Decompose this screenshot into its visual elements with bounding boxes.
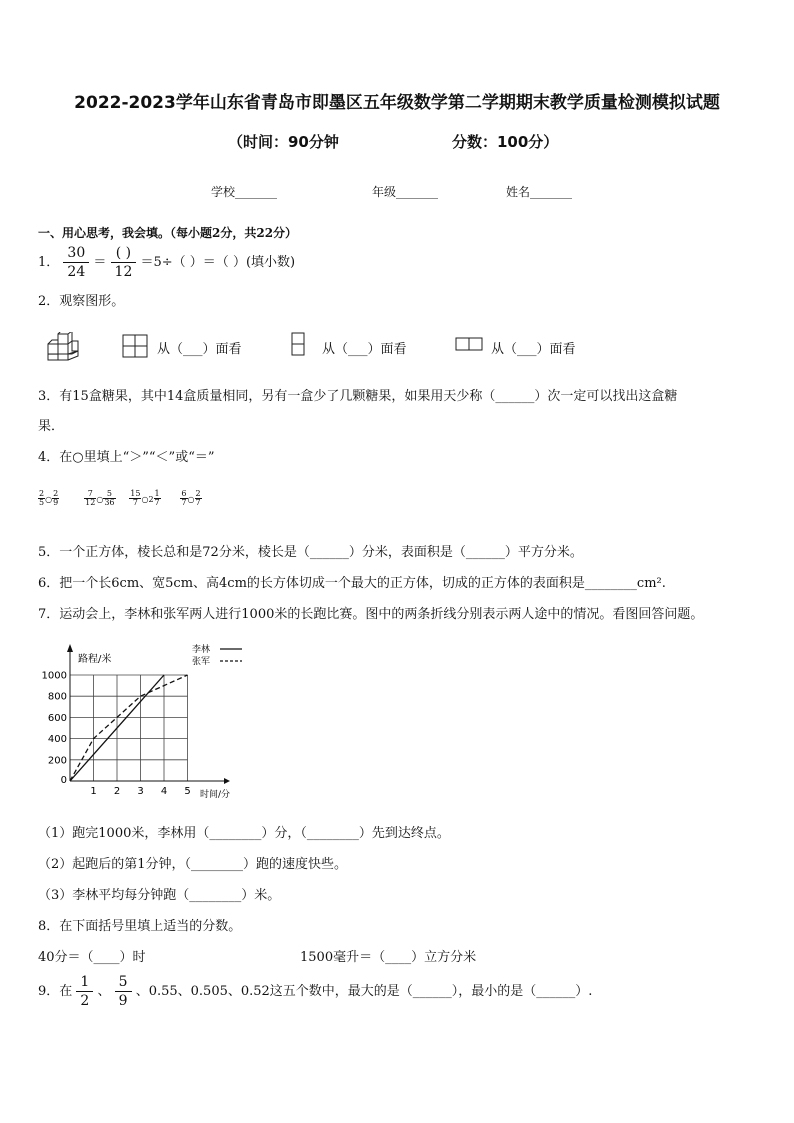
question-7-2: （2）起跑后的第1分钟，（________）跑的速度快些。 xyxy=(38,857,348,872)
view-front-icon xyxy=(122,334,148,362)
x-tick-label: 1 xyxy=(90,786,97,797)
school-field[interactable]: 学校_______ xyxy=(211,185,278,199)
question-7-1: （1）跑完1000米，李林用（________）分，（________）先到达终点。 xyxy=(38,826,450,841)
view-top-icon xyxy=(455,337,483,355)
fraction-5-9: $\frac{5}{9}$ xyxy=(115,973,132,1010)
view-left-icon xyxy=(290,332,306,360)
question-1-rest: ＝5÷（ ）＝（ ）(填小数) xyxy=(140,255,296,270)
compare-row xyxy=(38,490,220,507)
y-tick-label: 600 xyxy=(47,712,67,724)
view-blank-2[interactable]: 从（___）面看 xyxy=(322,342,407,357)
question-7: 7．运动会上，李林和张军两人进行1000米的长跑比赛。图中的两条折线分别表示两人途中的情况。看图回答问题。 xyxy=(38,607,704,622)
y-axis-label: 路程/米 xyxy=(78,654,112,665)
score-label: 分数：100分） xyxy=(452,133,559,151)
legend-label-0: 李林 xyxy=(192,645,211,655)
question-8-b: 1500毫升＝（____）立方分米 xyxy=(300,950,477,965)
question-3-line1: 3．有15盒糖果，其中14盒质量相同，另有一盒少了几颗糖果，如果用天少称（______）次一定可以找出这盒糖 xyxy=(38,389,678,404)
compare-pair-1[interactable]: $\frac{2}{5}$ ○ $\frac{2}{9}$ xyxy=(39,489,59,507)
fraction-30-24: $\frac{30}{24}$ xyxy=(63,244,89,281)
view-blank-1[interactable]: 从（___）面看 xyxy=(157,342,242,357)
question-4: 4．在○里填上“＞”“＜”或“＝” xyxy=(38,450,215,465)
distance-time-chart xyxy=(36,638,266,806)
question-8-a: 40分＝（____）时 xyxy=(38,950,146,965)
grade-field[interactable]: 年级_______ xyxy=(372,185,439,199)
x-tick-label: 3 xyxy=(137,786,144,797)
origin-label: 0 xyxy=(60,775,67,786)
question-5: 5．一个正方体，棱长总和是72分米，棱长是（______）分米，表面积是（______）平方分米。 xyxy=(38,545,583,560)
view-blank-3[interactable]: 从（___）面看 xyxy=(491,342,576,357)
question-3-line2: 果． xyxy=(38,419,65,434)
cube-figure-icon xyxy=(46,332,80,362)
x-tick-label: 4 xyxy=(160,786,168,797)
question-2: 2．观察图形。 xyxy=(38,294,125,309)
question-9: 9．在 $\frac{1}{2}$ 、 $\frac{5}{9}$ 、0.55、0.505、0.52这五个数中，最大的是（______），最小的是（______）. xyxy=(38,974,593,1009)
page-title: 2022-2023学年山东省青岛市即墨区五年级数学第二学期期末教学质量检测模拟试题 xyxy=(74,93,720,113)
question-7-3: （3）李林平均每分钟跑（________）米。 xyxy=(38,888,281,903)
x-axis-arrow xyxy=(224,778,230,784)
x-axis-label: 时间/分 xyxy=(200,790,231,800)
compare-pair-2[interactable]: $\frac{7}{12}$ ○ $\frac{5}{36}$ xyxy=(85,489,115,507)
section-heading: 一、用心思考，我会填。（每小题2分，共22分） xyxy=(38,226,298,240)
question-8: 8．在下面括号里填上适当的分数。 xyxy=(38,919,242,934)
time-label: （时间：90分钟 xyxy=(228,133,339,151)
name-field[interactable]: 姓名_______ xyxy=(506,185,573,199)
question-6: 6．把一个长6cm、宽5cm、高4cm的长方体切成一个最大的正方体，切成的正方体的表面积是________cm². xyxy=(38,576,666,591)
fraction-1-2: $\frac{1}{2}$ xyxy=(76,973,93,1010)
x-tick-label: 2 xyxy=(113,786,121,797)
question-number: 1． xyxy=(38,255,60,270)
y-tick-label: 200 xyxy=(47,755,67,767)
y-tick-label: 800 xyxy=(47,691,67,703)
question-1: 1． $\frac{30}{24}$ ＝ $\frac{( )}{12}$ ＝5÷（ ）＝（ ）(填小数) xyxy=(38,245,296,280)
series-line-1 xyxy=(70,675,188,781)
compare-pair-3[interactable]: $\frac{15}{7}$ ○2 $\frac{1}{7}$ xyxy=(130,489,160,507)
fraction-blank-12: $\frac{( )}{12}$ xyxy=(111,244,137,281)
y-tick-label: 1000 xyxy=(41,670,67,682)
y-axis-arrow xyxy=(67,644,73,652)
y-tick-label: 400 xyxy=(47,734,67,746)
legend-label-1: 张军 xyxy=(192,657,211,667)
compare-pair-4[interactable]: $\frac{6}{7}$ ○ $\frac{2}{7}$ xyxy=(181,489,201,507)
x-tick-label: 5 xyxy=(184,786,191,797)
